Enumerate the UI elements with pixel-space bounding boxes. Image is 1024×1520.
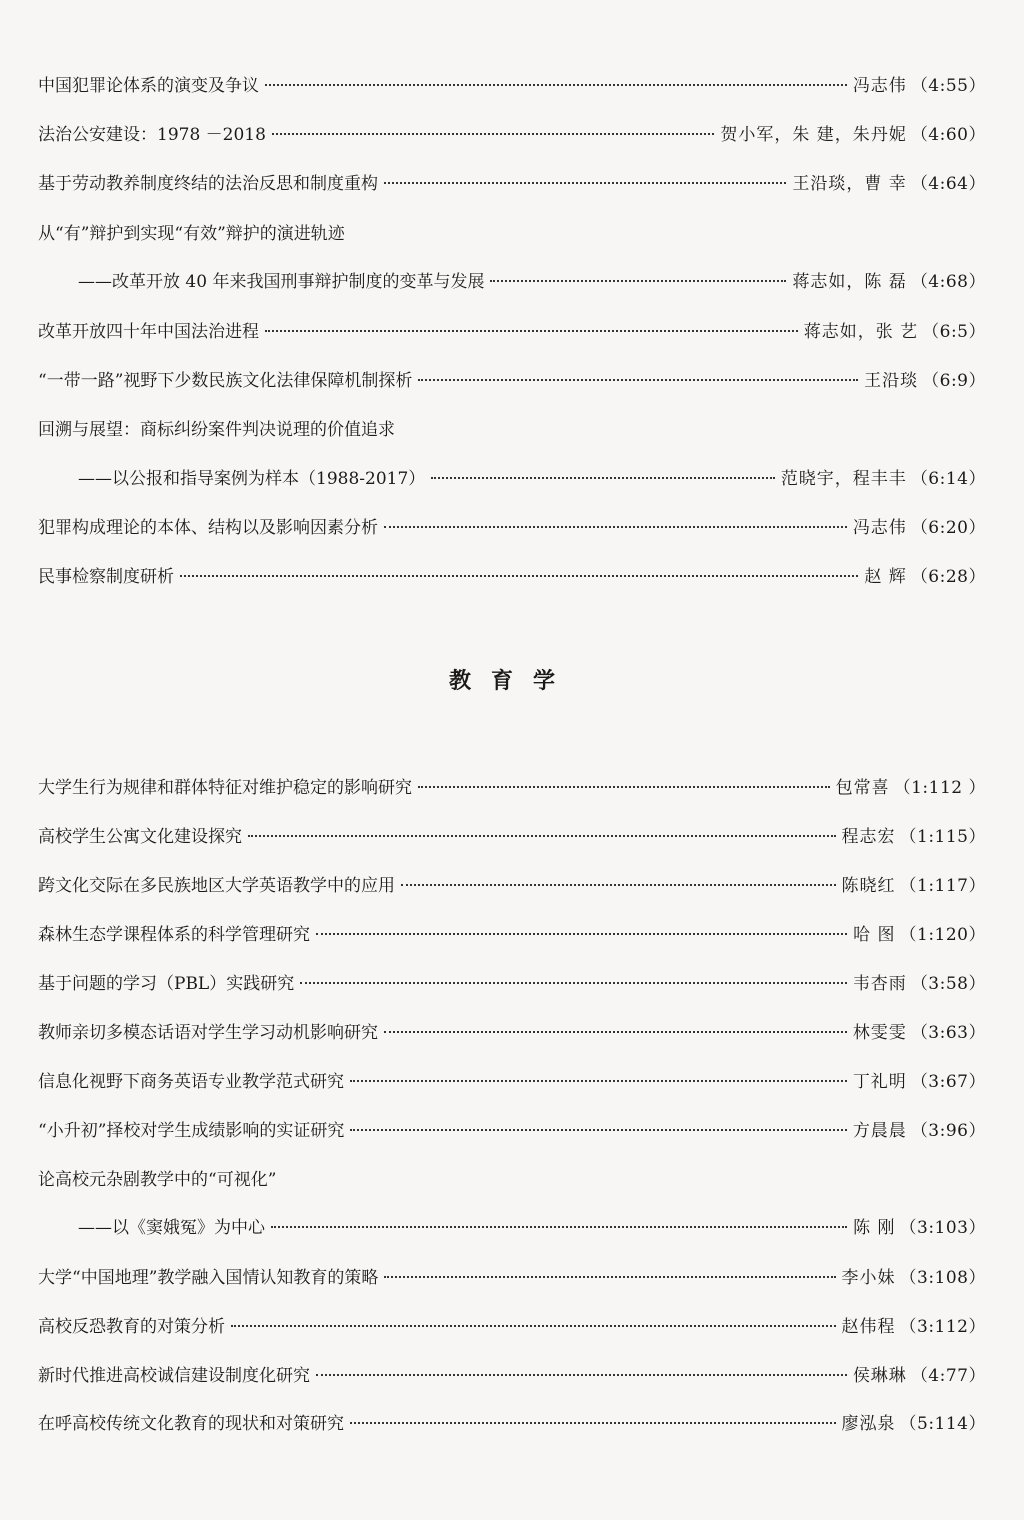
dot-leader	[231, 1325, 836, 1327]
entry-ref: （3:58）	[910, 974, 986, 994]
entry-ref: （6:28）	[910, 567, 986, 587]
toc-entry	[38, 1315, 986, 1339]
toc-entry	[38, 923, 986, 947]
entry-title: “一带一路”视野下少数民族文化法律保障机制探析	[38, 371, 413, 391]
entry-title: 森林生态学课程体系的科学管理研究	[38, 925, 310, 945]
entry-title: 跨文化交际在多民族地区大学英语教学中的应用	[38, 876, 395, 896]
toc-entry-subtitle	[38, 270, 986, 294]
toc-entry-main-title	[38, 418, 986, 442]
dot-leader	[431, 477, 775, 479]
entry-ref: （4:60）	[910, 125, 986, 145]
toc-entry	[38, 1266, 986, 1290]
entry-title: 民事检察制度研析	[38, 567, 174, 587]
entry-title: 新时代推进高校诚信建设制度化研究	[38, 1366, 310, 1386]
toc-entry	[38, 565, 986, 589]
dot-leader	[384, 182, 786, 184]
entry-author: 王沿琰	[864, 371, 919, 391]
toc-entry	[38, 1412, 986, 1436]
dot-leader	[271, 1226, 847, 1228]
entry-author: 陈晓红	[841, 876, 896, 896]
entry-title: 高校反恐教育的对策分析	[38, 1317, 225, 1337]
entry-title: “小升初”择校对学生成绩影响的实证研究	[38, 1121, 345, 1141]
entry-author: 廖泓泉	[841, 1414, 896, 1434]
entry-ref: （4:64）	[910, 174, 986, 194]
dot-leader	[384, 1276, 835, 1278]
entry-ref: （6:5）	[922, 322, 986, 342]
dot-leader	[180, 575, 858, 577]
entry-subtitle: ——以公报和指导案例为样本（1988-2017）	[78, 469, 426, 489]
toc-entry-subtitle	[38, 467, 986, 491]
entry-title: 法治公安建设：1978 －2018	[38, 125, 266, 145]
entry-author: 蒋志如，张 艺	[803, 322, 919, 342]
entry-author: 冯志伟	[852, 76, 907, 96]
entry-author: 冯志伟	[852, 518, 907, 538]
entry-title: 高校学生公寓文化建设探究	[38, 827, 242, 847]
toc-entry	[38, 369, 986, 393]
entry-ref: （6:20）	[910, 518, 986, 538]
dot-leader	[272, 133, 714, 135]
entry-author: 赵伟程	[841, 1317, 896, 1337]
entry-ref: （1:117）	[899, 876, 986, 896]
entry-author: 包常喜	[835, 778, 890, 798]
entry-ref: （4:55）	[910, 76, 986, 96]
entry-ref: （1:120）	[899, 925, 986, 945]
entry-title: 基于劳动教养制度终结的法治反思和制度重构	[38, 174, 378, 194]
entry-title: 论高校元杂剧教学中的“可视化”	[38, 1170, 277, 1190]
entry-author: 韦杏雨	[852, 974, 907, 994]
toc-entry	[38, 123, 986, 147]
entry-ref: （1:115）	[899, 827, 986, 847]
entry-author: 李小妹	[841, 1268, 896, 1288]
entry-author: 范晓宇，程丰丰	[780, 469, 907, 489]
dot-leader	[401, 884, 836, 886]
entry-ref: （3:108）	[899, 1268, 986, 1288]
dot-leader	[490, 280, 786, 282]
entry-author: 方晨晨	[852, 1121, 907, 1141]
entry-ref: （3:103）	[899, 1218, 986, 1238]
entry-ref: （3:67）	[910, 1072, 986, 1092]
entry-author: 赵 辉	[864, 567, 907, 587]
entry-ref: （3:63）	[910, 1023, 986, 1043]
toc-entry	[38, 172, 986, 196]
entry-ref: （3:112）	[899, 1317, 986, 1337]
toc-entry	[38, 1119, 986, 1143]
entry-title: 中国犯罪论体系的演变及争议	[38, 76, 259, 96]
dot-leader	[316, 1374, 847, 1376]
toc-entry	[38, 874, 986, 898]
dot-leader	[316, 933, 847, 935]
entry-author: 王沿琰，曹 幸	[792, 174, 907, 194]
entry-author: 程志宏	[841, 827, 896, 847]
toc-entry-main-title	[38, 222, 986, 246]
section-heading: 教育学	[448, 669, 575, 694]
entry-author: 侯琳琳	[852, 1366, 907, 1386]
entry-ref: （5:114）	[899, 1414, 986, 1434]
entry-title: 犯罪构成理论的本体、结构以及影响因素分析	[38, 518, 378, 538]
entry-title: 改革开放四十年中国法治进程	[38, 322, 259, 342]
entry-author: 林雯雯	[852, 1023, 907, 1043]
entry-subtitle: ——改革开放 40 年来我国刑事辩护制度的变革与发展	[78, 272, 485, 292]
toc-entry-main-title	[38, 1168, 986, 1192]
dot-leader	[350, 1129, 846, 1131]
entry-author: 贺小军，朱 建，朱丹妮	[720, 125, 907, 145]
toc-entry	[38, 74, 986, 98]
toc-entry	[38, 776, 986, 800]
entry-author: 哈 图	[853, 925, 896, 945]
dot-leader	[418, 786, 830, 788]
dot-leader	[248, 835, 836, 837]
entry-title: 回溯与展望：商标纠纷案件判决说理的价值追求	[38, 420, 395, 440]
entry-author: 丁礼明	[852, 1072, 907, 1092]
entry-title: 从“有”辩护到实现“有效”辩护的演进轨迹	[38, 224, 345, 244]
entry-ref: （6:14）	[910, 469, 986, 489]
toc-entry	[38, 516, 986, 540]
toc-entry-subtitle	[38, 1216, 986, 1240]
dot-leader	[384, 526, 847, 528]
entry-ref: （1:112 ）	[893, 778, 986, 798]
dot-leader	[300, 982, 847, 984]
entry-ref: （3:96）	[910, 1121, 986, 1141]
toc-entry	[38, 1364, 986, 1388]
entry-author: 陈 刚	[853, 1218, 896, 1238]
toc-entry	[38, 1070, 986, 1094]
dot-leader	[350, 1080, 847, 1082]
entry-ref: （4:77）	[910, 1366, 986, 1386]
entry-author: 蒋志如，陈 磊	[792, 272, 907, 292]
entry-subtitle: ——以《窦娥冤》为中心	[78, 1218, 265, 1238]
entry-title: 大学“中国地理”教学融入国情认知教育的策略	[38, 1268, 379, 1288]
toc-entry	[38, 825, 986, 849]
entry-title: 在呼高校传统文化教育的现状和对策研究	[38, 1414, 344, 1434]
dot-leader	[350, 1422, 836, 1424]
entry-ref: （4:68）	[910, 272, 986, 292]
entry-title: 基于问题的学习（PBL）实践研究	[38, 974, 295, 994]
dot-leader	[265, 330, 798, 332]
toc-entry	[38, 320, 986, 344]
dot-leader	[265, 84, 847, 86]
dot-leader	[418, 379, 858, 381]
entry-ref: （6:9）	[922, 371, 986, 391]
entry-title: 教师亲切多模态话语对学生学习动机影响研究	[38, 1023, 378, 1043]
entry-title: 信息化视野下商务英语专业教学范式研究	[38, 1072, 344, 1092]
toc-entry	[38, 1021, 986, 1045]
entry-title: 大学生行为规律和群体特征对维护稳定的影响研究	[38, 778, 412, 798]
dot-leader	[384, 1031, 847, 1033]
toc-entry	[38, 972, 986, 996]
